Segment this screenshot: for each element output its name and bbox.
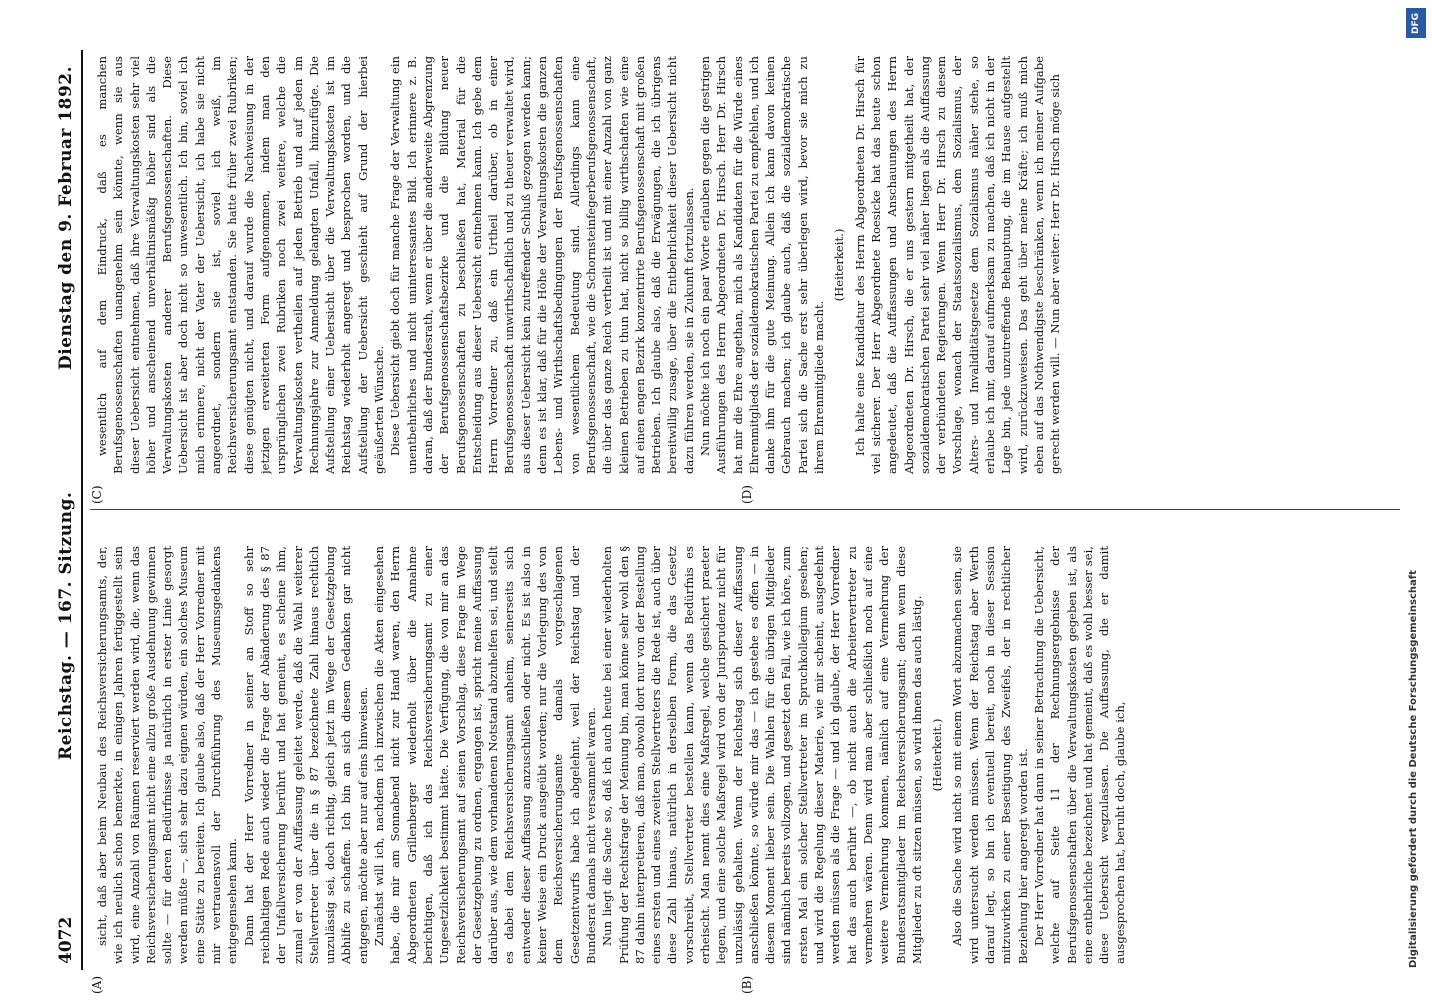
interjection: (Heiterkeit.): [930, 718, 945, 792]
page-header: [50, 50, 84, 970]
margin-marker-c: (C): [90, 485, 104, 504]
rotated-page: [50, 50, 1422, 994]
digitization-note-text: Digitalisierung gefördert durch die Deutsche Forschungsgemeinschaft: [1408, 570, 1419, 968]
running-head-left: Reichstag. — 167. Sitzung.: [56, 491, 76, 760]
paragraph: Nun liegt die Sache so, daß ich auch heute bei einer wiederholten Prüfung der Rechtsfrage der Meinung bin, man könne sehr wohl den § 87 dahin interpretieren, daß man, obwohl dort nur von der Bestellung eines ersten und eines zweiten Stellvertreters die Rede ist, auch über diese Zahl hinaus, natürlich in derselben Form, die das Gesetz vorschreibt, Stellvertreter bestellen kann, wenn das Bedürfnis es erheischt. Man nennt dies eine Maßregel, welche gesichert praeter legem, und eine solche Maßregel wird von der Jurisprudenz nicht für unzulässig gehalten. Wenn der Reichstag sich dieser Auffassung anschließen könnte, so würde mir das — ich gestehe es offen — in diesem Moment lieber sein. Die Wahlen für die übrigen Mitglieder sind nämlich bereits vollzogen, und gesetzt den Fall, wie ich höre, zum ersten Mal ein solcher Stellvertreter im Spruchkollegium gesehen; und wird die Regelung dieser Materie, wie mir scheint, ausgedehnt werden müssen als die Frage — und ich glaube, der Herr Vorredner hat das auch berührt —, ob nicht auch die Arbeitervertreter zu vermehren wären. Denn wird man aber schließlich noch auf eine weitere Vermehrung kommen, nämlich auf eine Vermehrung der Bundesratsmitglieder im Reichsversicherungsamt; denn wenn diese Mitglieder zu oft sitzen müssen, so wird ihnen das auch lästig.: [600, 546, 924, 964]
margin-marker-a: (A): [90, 975, 104, 994]
paragraph: Zunächst will ich, nachdem ich inzwischen die Akten eingesehen habe, die mir am Sonnabend nicht zur Hand waren, den Herrn Abgeordneten Grillenberger wiederholt über die Annahme berichtigen, daß ich das Reichsversicherungsamt zu einer Ungesetzlichkeit bestimmt hätte. Die Verfügung, die von mir an das Reichsversicherungsamt auf seinen Vorschlag, diese Frage im Wege der Gesetzgebung zu ordnen, ergangen ist, spricht meine Auffassung darüber aus, wie dem vorhandenen Notstand abzuhelfen sei, und stellt es dabei dem Reichsversicherungsamt anheim, seinerseits sich entweder dieser Auffassung anzuschließen oder nicht. Es ist also in keiner Weise ein Druck ausgeübt worden; nur die Vorlegung des von dem Reichsversicherungsamte damals vorgeschlagenen Gesetzentwurfs habe ich abgelehnt, weil der Reichstag und der Bundesrat damals nicht versammelt waren.: [372, 546, 598, 964]
paragraph: Dann hat der Herr Vorredner in seiner an Stoff so sehr reichhaltigen Rede auch wieder die Frage der Abänderung des § 87 der Unfallversicherung berührt und hat gemeint, es scheine ihm, zumal er von der Auffassung geleitet werde, daß die Wahl weiterer Stellvertreter über die in § 87 bezeichnete Zahl hinaus rechtlich unzulässig sei, doch richtig, gleich jetzt im Wege der Gesetzgebung Abhilfe zu schaffen. Ich bin an sich diesem Gedanken gar nicht entgegen, möchte aber nur auf eins hinweisen.: [241, 546, 370, 964]
page-number: 4072: [56, 916, 76, 964]
paragraph: Also die Sache wird nicht so mit einem Wort abzumachen sein, sie wird untersucht werden müssen. Wenn der Reichstag aber Werth darauf legt, so bin ich eventuell bereit, noch in dieser Session mitzuwirken zu einer Beseitigung des Zweifels, der in rechtlicher Beziehung hier angeregt worden ist.: [950, 546, 1030, 964]
margin-marker-b: (B): [740, 975, 754, 994]
left-column: [94, 546, 1394, 964]
interjection: (Heiterkeit.): [832, 228, 847, 302]
digitization-note: [1404, 8, 1428, 988]
paragraph: Diese Uebersicht giebt doch für manche Frage der Verwaltung ein unentbehrliches und nicht uninteressantes Bild. Ich erinnere z. B. daran, daß der Bundesrath, wenn er über die anderweite Abgrenzung der Berufsgenossenschaftsbezirke und die Bildung neuer Berufsgenossenschaften zu beschließen hat, Material für die Entscheidung aus dieser Uebersicht entnehmen kann. Ich gebe dem Herrn Vorredner zu, daß ein Urtheil darüber, ob in einer Berufsgenossenschaft unwirthschaftlich und zu theuer verwaltet wird, aus dieser Uebersicht kein zutreffender Schluß gezogen werden kann; denn es ist klar, daß für die Höhe der Verwaltungskosten die ganzen Lebens- und Wirthschaftsbedingungen der Berufsgenossenschaften von wesentlichem Bedeutung sind. Allerdings kann eine Berufsgenossenschaft, wie die Schornsteinfegerberufsgenossenschaft, die über das ganze Reich vertheilt ist und mit einer Anzahl von ganz kleinen Betrieben zu thun hat, nicht so billig wirthschaften wie eine auf einen engen Bezirk konzentrirte Berufsgenossenschaft mit großen Betrieben. Ich glaube also, daß die Erwägungen, die ich übrigens bereitwillig zusage, über die Entbehrlichkeit dieser Uebersicht nicht dazu führen werden, sie in Zukunft fortzulassen.: [388, 56, 696, 474]
paragraph: Der Herr Vorredner hat dann in seiner Betrachtung die Uebersicht, welche auf Seite 11 der Rechnungsergebnisse der Berufsgenossenschaften über die Verwaltungskosten gegeben ist, als eine entbehrliche bezeichnet und hat gemeint, daß es wohl besser sei, diese Uebersicht wegzulassen. Die Auffassung, die er damit ausgesprochen hat, beruht doch, glaube ich,: [1031, 546, 1128, 964]
column-divider: [90, 509, 1400, 510]
paragraph: wesentlich auf dem Eindruck, daß es manchen Berufsgenossenschaften unangenehm sein könnte, wenn sie aus dieser Uebersicht entnehmen, daß ihre Verwaltungskosten sehr viel höher und anscheinend unverhältnismäßig höher sind als die Verwaltungskosten anderer Berufsgenossenschaften. Diese Uebersicht ist aber doch nicht so unwesentlich. Ich bin, soviel ich mich erinnere, nicht der Vater der Uebersicht, ich habe sie nicht angeordnet, sondern sie ist, soviel ich weiß, im Reichsversicherungsamt entstanden. Sie hatte früher zwei Rubriken; diese genügten nicht, und darauf wurde die Nachweisung in der jetzigen erweiterten Form aufgenommen, indem man den ursprünglichen zwei Rubriken noch zwei weitere, welche die Verwaltungskosten vertheilen auf jeden Betrieb und auf jeden im Rechnungsjahre zur Anmeldung gelangten Unfall, hinzufügte. Die Aufstellung einer Uebersicht über die Verwaltungskosten ist im Reichstag wiederholt angeregt und besprochen worden, und die Aufstellung der Uebersicht geschieht auf Grund der hierbei geäußerten Wünsche.: [95, 56, 387, 474]
paragraph: sicht, daß aber beim Neubau des Reichsversicherungsamts, der, wie ich neulich schon bemerkte, in einigen Jahren fertiggestellt sein wird, eine Anzahl von Räumen reserviert werden wird, die, wenn das Reichsversicherungsamt nicht eine allzu große Ausdehnung gewinnen sollte — für deren Bedürfnisse ja natürlich in erster Linie gesorgt werden müßte —, sich sehr dazu eignen würden, ein solches Museum eine Stätte zu bereiten. Ich glaube also, daß der Herr Vorredner mit mir vertrauensvoll der Durchführung des Museumsgedankens entgegensehen kann.: [95, 546, 240, 964]
running-head-right: Dienstag den 9. Februar 1892.: [56, 65, 76, 370]
dfg-logo: DFG: [1406, 8, 1426, 38]
paragraph: Ich halte eine Kandidatur des Herrn Abgeordneten Dr. Hirsch für viel sicherer. Der Herr Abgeordnete Roesicke hat das heute schon angedeutet, daß die Auffassungen und Anschauungen des Herrn Abgeordneten Dr. Hirsch, die er uns gestern mitgetheilt hat, der sozialdemokratischen Partei sehr viel näher liegen als die Auffassung der verbündeten Regierungen. Wenn Herr Dr. Hirsch zu diesem Vorschlage, wonach der Staatssozialismus, dem Sozialismus, der Alters- und Invaliditätsgesetze dem Sozialismus näher stehe, so erlaube ich mir, darauf aufmerksam zu machen, daß ich nicht in der Lage bin, jede unzutreffende Behauptung, die im Hause aufgestellt wird, zurückzuweisen. Das geht über meine Kräfte; ich muß mich eben auf das Nothwendigste beschränken, wenn ich meiner Aufgabe gerecht werden will. — Nun aber weiter: Herr Dr. Hirsch möge sich: [852, 56, 1063, 474]
paragraph: Nun möchte ich noch ein paar Worte erlauben gegen die gestrigen Ausführungen des Herrn Abgeordneten Dr. Hirsch. Herr Dr. Hirsch hat mir die Ehre angethan, mich als Kandidaten für die Würde eines Ehrenmitglieds der sozialdemokratischen Partei zu empfehlen, und ich danke ihm für die gute Meinung. Allein ich kann davon keinen Gebrauch machen; ich glaube auch, daß die sozialdemokratische Partei sich die Sache erst sehr überlegen wird, bevor sie mich zu ihrem Ehrenmitgliede macht.: [697, 56, 827, 474]
margin-marker-d: (D): [740, 485, 754, 504]
header-rule: [81, 50, 83, 970]
right-column: [94, 56, 1394, 474]
